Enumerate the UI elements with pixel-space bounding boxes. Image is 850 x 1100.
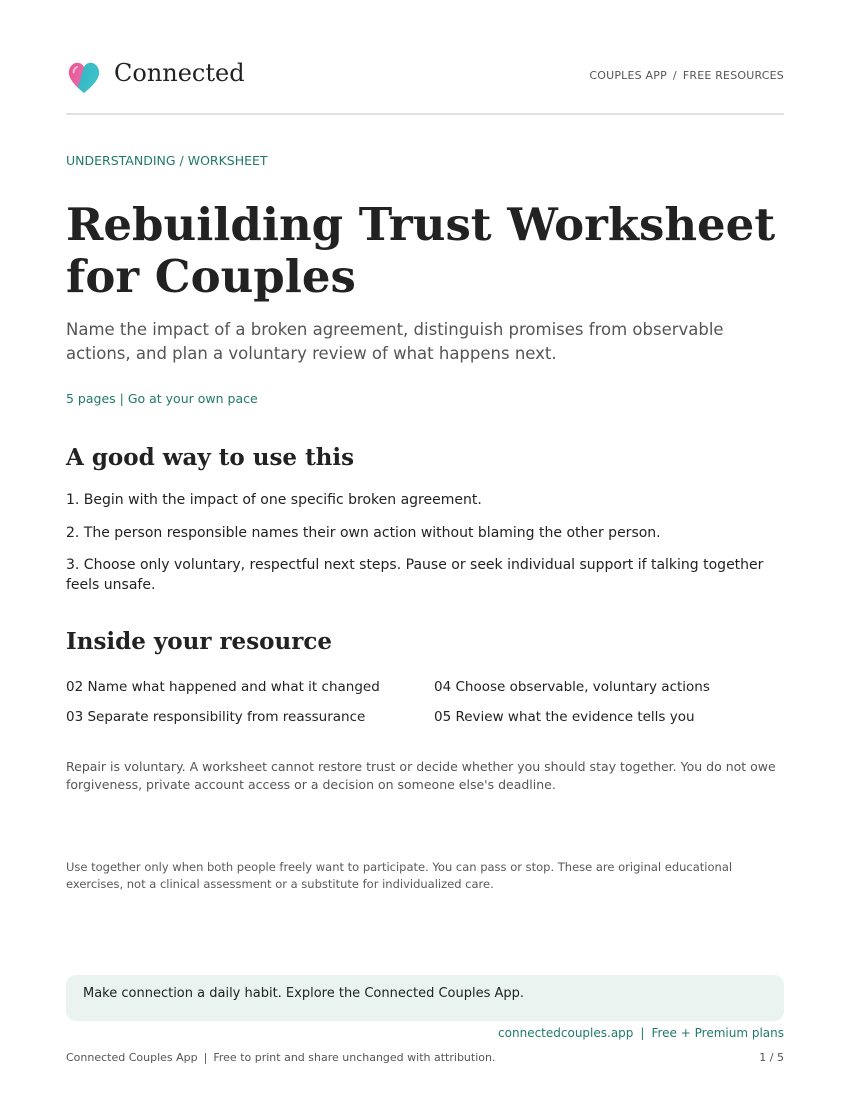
- app-promo-banner[interactable]: [66, 975, 784, 1021]
- contents-item: 02 Name what happened and what it changed: [66, 679, 380, 695]
- step-item: 2. The person responsible names their own action without blaming the other person.: [66, 525, 661, 541]
- page-number: 1 / 5: [759, 1051, 784, 1064]
- page-footer: [66, 1051, 495, 1064]
- page-title: Rebuilding Trust Worksheet for Couples: [66, 198, 776, 303]
- nav-couples-app[interactable]: COUPLES APP: [589, 69, 667, 82]
- category-breadcrumb: UNDERSTANDING / WORKSHEET: [66, 153, 268, 168]
- website-link[interactable]: connectedcouples.app: [498, 1026, 634, 1040]
- footer-app-name: Connected Couples App: [66, 1051, 198, 1064]
- consent-note: Use together only when both people freely want to participate. You can pass or stop. These are original educational exercises, not a clinical assessment or a substitute for individualized care.: [66, 860, 733, 891]
- resource-meta: 5 pages | Go at your own pace: [66, 391, 258, 406]
- footer-links: [498, 1026, 784, 1040]
- inside-resource-heading: Inside your resource: [66, 628, 332, 655]
- step-item: 1. Begin with the impact of one specific broken agreement.: [66, 492, 482, 508]
- header-divider: [66, 113, 784, 115]
- header-breadcrumb: [589, 69, 784, 82]
- footer-license: Free to print and share unchanged with attribution.: [213, 1051, 496, 1064]
- page-subtitle: Name the impact of a broken agreement, distinguish promises from observable actions, and plan a voluntary review of what happens next.: [66, 320, 724, 363]
- contents-item: 04 Choose observable, voluntary actions: [434, 679, 710, 695]
- link-separator: |: [640, 1026, 645, 1040]
- step-item: 3. Choose only voluntary, respectful next steps. Pause or seek individual support if talking together feels unsafe.: [66, 557, 764, 593]
- repair-note: Repair is voluntary. A worksheet cannot restore trust or decide whether you should stay together. You do not owe forgiveness, private account access or a decision on someone else's deadline.: [66, 759, 776, 792]
- contents-item: 03 Separate responsibility from reassurance: [66, 709, 366, 725]
- footer-separator: |: [203, 1051, 208, 1064]
- app-promo-text: Make connection a daily habit. Explore the Connected Couples App.: [83, 986, 525, 1001]
- page-header: [66, 56, 784, 96]
- contents-item: 05 Review what the evidence tells you: [434, 709, 695, 725]
- how-to-use-heading: A good way to use this: [66, 444, 355, 471]
- nav-separator: /: [672, 69, 677, 82]
- brand-name: Connected: [114, 59, 245, 87]
- plans-link[interactable]: Free + Premium plans: [651, 1026, 784, 1040]
- heart-icon: [66, 60, 102, 96]
- nav-free-resources[interactable]: FREE RESOURCES: [682, 69, 784, 82]
